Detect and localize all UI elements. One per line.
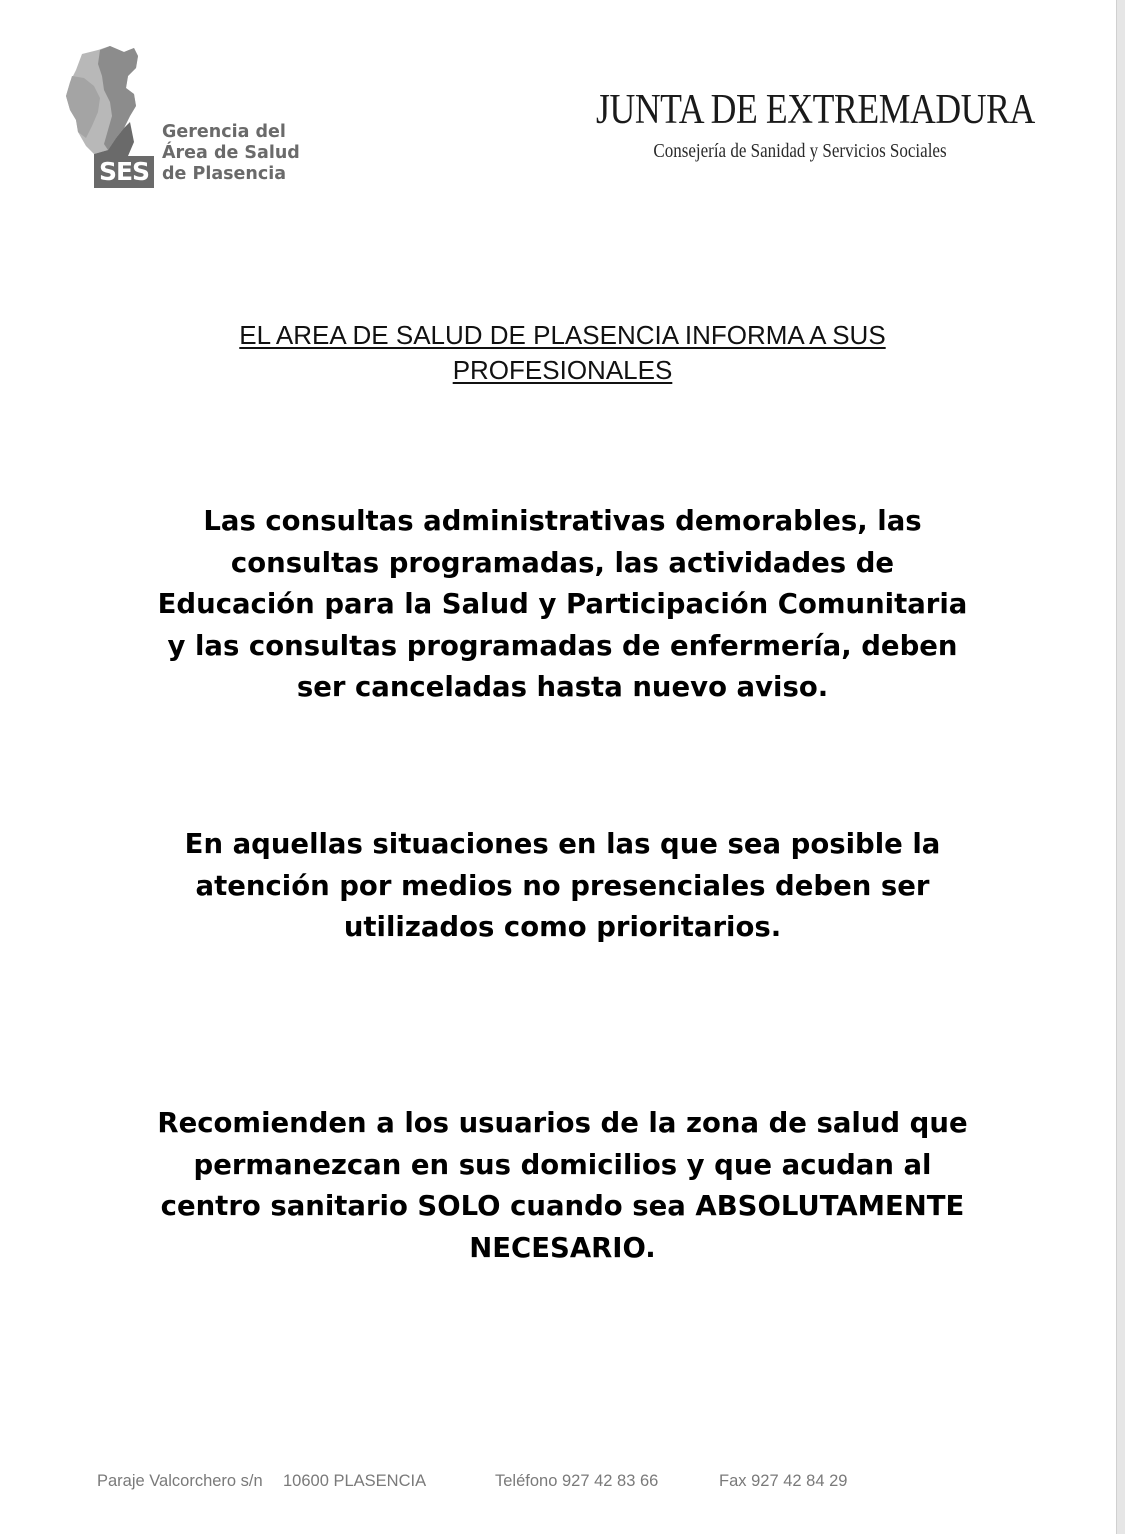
logo-line-2: Área de Salud	[162, 143, 300, 163]
junta-subtitle: Consejería de Sanidad y Servicios Sociales	[653, 140, 947, 162]
paragraph-stay-home: Recomienden a los usuarios de la zona de salud que permanezcan en sus domicilios y que acudan al centro sanitario SOLO cuando sea ABSOLUTAMENTE NECESARIO.	[157, 1107, 968, 1264]
footer-address: Paraje Valcorchero s/n	[97, 1472, 263, 1490]
footer-fax: Fax 927 42 84 29	[719, 1472, 848, 1490]
ses-badge: SES	[94, 156, 154, 188]
paragraph-cancellations: Las consultas administrativas demorables, las consultas programadas, las actividades de Educación para la Salud y Participación Comunitaria y las consultas programadas de enfermería, deben ser canceladas hasta nuevo aviso.	[157, 505, 968, 703]
ses-logo	[64, 46, 324, 196]
footer-city: 10600 PLASENCIA	[283, 1472, 427, 1490]
logo-line-3: de Plasencia	[162, 164, 287, 184]
junta-extremadura-logo	[560, 86, 1040, 164]
page-edge	[1117, 0, 1125, 1534]
ses-logo-text	[162, 122, 300, 185]
document-heading: EL AREA DE SALUD DE PLASENCIA INFORMA A SUS PROFESIONALES	[239, 320, 886, 385]
paragraph-remote-care: En aquellas situaciones en las que sea posible la atención por medios no presenciales deben ser utilizados como prioritarios.	[184, 828, 941, 943]
footer-phone: Teléfono 927 42 83 66	[495, 1472, 659, 1490]
junta-title: JUNTA DE EXTREMADURA	[596, 87, 1035, 133]
logo-line-1: Gerencia del	[162, 122, 286, 142]
